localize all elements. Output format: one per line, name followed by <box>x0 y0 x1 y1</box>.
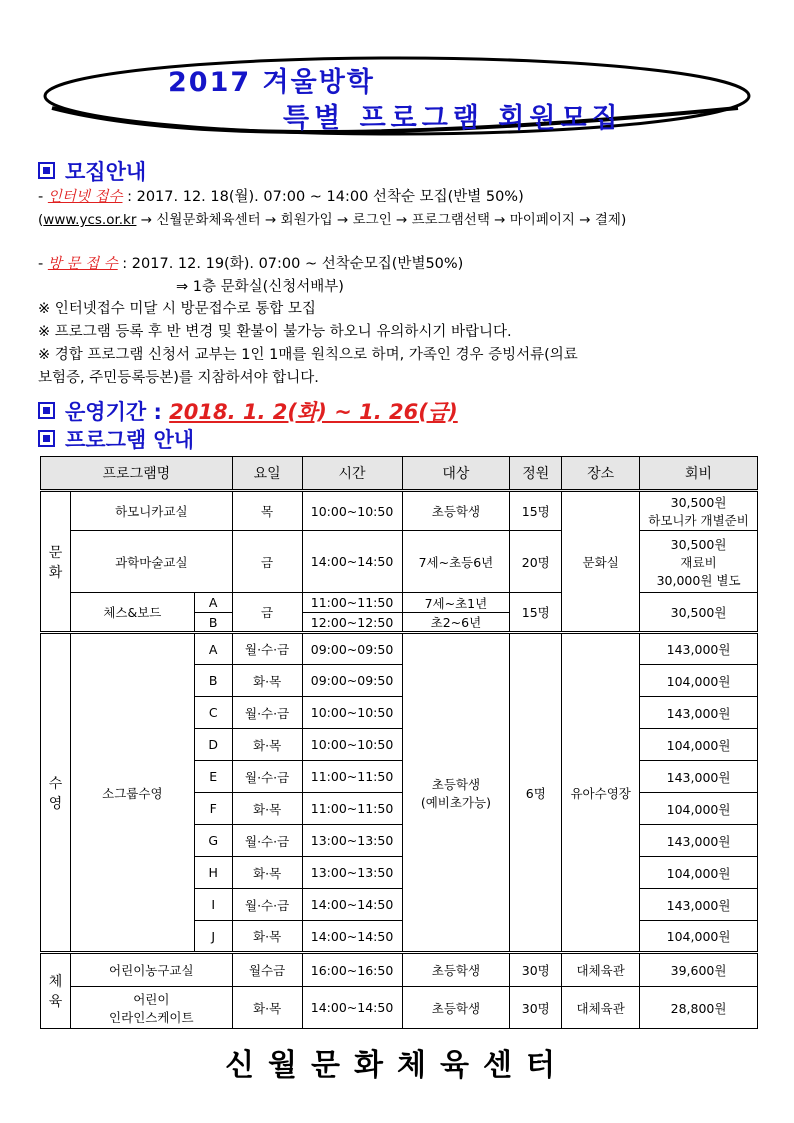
visit-signup-label: 방 문 접 수 <box>47 256 118 272</box>
category-gym: 체 육 <box>41 953 71 1029</box>
footer-center-name: 신월문화체육센터 <box>225 1048 569 1083</box>
table-row: H 화·목 13:00~13:50 104,000원 <box>41 857 758 889</box>
period-value: 2018. 1. 2(화) ~ 1. 26(금) <box>169 400 458 424</box>
table-row: G 월·수·금 13:00~13:50 143,000원 <box>41 825 758 857</box>
section-recruit-heading: 모집안내 <box>38 156 146 186</box>
table-row: 수 영 소그룹수영 A 월·수·금 09:00~09:50 초등학생 (예비초가능) 6명 유아수영장 143,000원 <box>41 633 758 665</box>
banner-title-line2: 특별 프로그램 회원모집 <box>283 103 623 134</box>
place-culture-room: 문화실 <box>562 491 640 633</box>
table-row: B 화·목 09:00~09:50 104,000원 <box>41 665 758 697</box>
header-target: 대상 <box>402 457 510 491</box>
table-row: I 월·수·금 14:00~14:50 143,000원 <box>41 889 758 921</box>
section-period-heading: 운영기간 : 2018. 1. 2(화) ~ 1. 26(금) <box>38 396 458 426</box>
note-1: ※ 인터넷접수 미달 시 방문접수로 통합 모집 <box>38 301 316 317</box>
table-row: C 월·수·금 10:00~10:50 143,000원 <box>41 697 758 729</box>
table-row: D 화·목 10:00~10:50 104,000원 <box>41 729 758 761</box>
table-row: 문 화 하모니카교실 목 10:00~10:50 초등학생 15명 문화실 30,500원 하모니카 개별준비 <box>41 491 758 531</box>
section-program-heading: 프로그램 안내 <box>38 424 194 454</box>
table-row: 체 육 어린이농구교실 월수금 16:00~16:50 초등학생 30명 대체육관 39,600원 <box>41 953 758 987</box>
header-time: 시간 <box>302 457 402 491</box>
table-row: 체스&보드 A 금 11:00~11:50 7세~초1년 15명 30,500원 <box>41 593 758 613</box>
banner-title-line1: 2017 겨울방학 <box>168 67 375 98</box>
header-place: 장소 <box>562 457 640 491</box>
title-banner <box>38 56 756 142</box>
category-swim: 수 영 <box>41 633 71 953</box>
table-row: 어린이 인라인스케이트 화·목 14:00~14:50 초등학생 30명 대체육관 28,800원 <box>41 987 758 1029</box>
visit-signup-line: - 방 문 접 수 : 2017. 12. 19(화). 07:00 ~ 선착순모집(반별50%) <box>38 256 464 272</box>
website-link[interactable]: www.ycs.or.kr <box>43 212 137 228</box>
note-2: ※ 프로그램 등록 후 반 변경 및 환불이 불가능 하오니 유의하시기 바랍니다. <box>38 324 512 340</box>
header-program: 프로그램명 <box>41 457 233 491</box>
visit-location: ⇒ 1층 문화실(신청서배부) <box>176 279 344 295</box>
table-row: E 월·수·금 11:00~11:50 143,000원 <box>41 761 758 793</box>
square-bullet-icon <box>38 162 55 179</box>
internet-signup-label: 인터넷 접수 <box>47 189 123 205</box>
internet-signup-line: - 인터넷 접수 : 2017. 12. 18(월). 07:00 ~ 14:00 선착순 모집(반별 50%) <box>38 189 524 205</box>
note-3b: 보험증, 주민등록등본)를 지참하셔야 합니다. <box>38 370 319 386</box>
header-fee: 회비 <box>640 457 758 491</box>
program-table <box>40 456 758 1029</box>
internet-steps-line: (www.ycs.or.kr → 신월문화체육센터 → 회원가입 → 로그인 → 프로그램선택 → 마이페이지 → 결제) <box>38 212 627 228</box>
table-row: J 화·목 14:00~14:50 104,000원 <box>41 921 758 953</box>
category-culture: 문 화 <box>41 491 71 633</box>
table-row: 과학마술교실 금 14:00~14:50 7세~초등6년 20명 30,500원 재료비 30,000원 별도 <box>41 531 758 593</box>
square-bullet-icon <box>38 430 55 447</box>
table-row: B 12:00~12:50 초2~6년 <box>41 613 758 633</box>
table-header-row <box>41 457 758 491</box>
note-3a: ※ 경합 프로그램 신청서 교부는 1인 1매를 원칙으로 하며, 가족인 경우 증빙서류(의료 <box>38 347 578 363</box>
header-capacity: 정원 <box>510 457 562 491</box>
table-row: F 화·목 11:00~11:50 104,000원 <box>41 793 758 825</box>
square-bullet-icon <box>38 402 55 419</box>
header-day: 요일 <box>232 457 302 491</box>
